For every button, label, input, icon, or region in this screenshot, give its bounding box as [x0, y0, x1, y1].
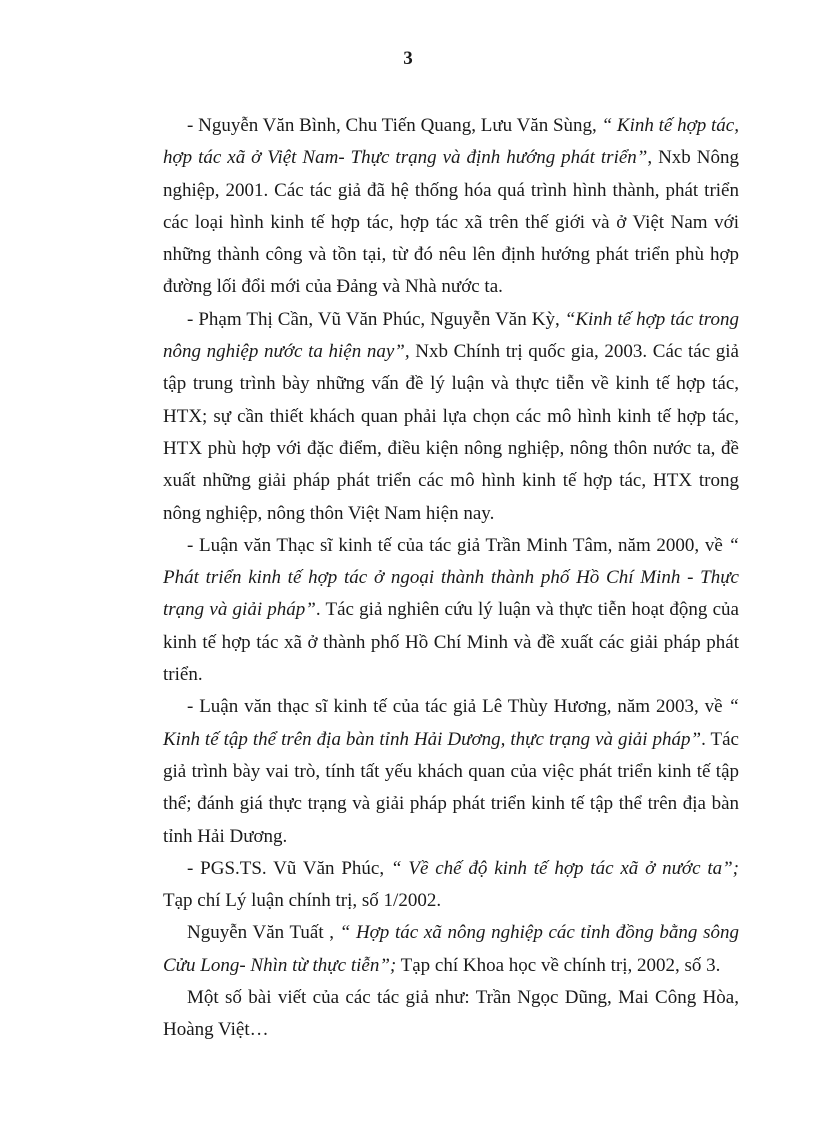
reference-title: “ Kinh tế hợp tác, hợp tác xã ở Việt Nam- Thực trạng và định hướng phát triển”	[163, 115, 739, 169]
reference-description: Nxb Chính trị quốc gia, 2003. Các tác giả tập trung trình bày những vấn đề lý luận và thực tiễn về kinh tế hợp tác, HTX; sự cần thiết khách quan phải lựa chọn các mô hình kinh tế hợp tác, HTX phù hợp với đặc điểm, điều kiện nông nghiệp, nông thôn nước ta, đề xuất những giải pháp phát triển các mô hình kinh tế hợp tác, HTX trong nông nghiệp, nông thôn Việt Nam hiện nay.	[163, 341, 739, 524]
reference-title: “ Phát triển kinh tế hợp tác ở ngoại thành thành phố Hồ Chí Minh - Thực trạng và giải pháp”	[163, 534, 739, 621]
closing-text: Một số bài viết của các tác giả như: Trần Ngọc Dũng, Mai Công Hòa, Hoàng Việt…	[163, 987, 739, 1041]
reference-authors: Nguyễn Văn Tuất ,	[187, 922, 340, 944]
reference-paragraph-4	[163, 691, 739, 852]
reference-authors: - PGS.TS. Vũ Văn Phúc,	[187, 857, 391, 879]
document-body	[163, 110, 739, 1047]
reference-paragraph-1	[163, 110, 739, 304]
reference-description: Tạp chí Khoa học về chính trị, 2002, số 3.	[396, 954, 721, 976]
reference-title: “Kinh tế hợp tác trong nông nghiệp nước ta hiện nay”,	[163, 308, 739, 363]
reference-title: “ Hợp tác xã nông nghiệp các tỉnh đồng bằng sông Cửu Long- Nhìn từ thực tiễn”;	[163, 922, 739, 976]
reference-authors: - Phạm Thị Cần, Vũ Văn Phúc, Nguyễn Văn Kỳ,	[187, 308, 565, 330]
reference-paragraph-3	[163, 530, 739, 691]
closing-paragraph	[163, 982, 739, 1047]
reference-description: Tạp chí Lý luận chính trị, số 1/2002.	[163, 890, 442, 912]
reference-paragraph-5	[163, 853, 739, 918]
reference-description: . Tác giả nghiên cứu lý luận và thực tiễn hoạt động của kinh tế hợp tác xã ở thành phố Hồ Chí Minh và đề xuất các giải pháp phát triển.	[163, 599, 739, 686]
reference-authors: - Luận văn thạc sĩ kinh tế của tác giả Lê Thùy Hương, năm 2003, về	[187, 696, 729, 718]
reference-authors: - Nguyễn Văn Bình, Chu Tiến Quang, Lưu Văn Sùng,	[187, 115, 602, 136]
reference-paragraph-6	[163, 917, 739, 982]
reference-title: “ Kinh tế tập thể trên địa bàn tỉnh Hải Dương, thực trạng và giải pháp”	[163, 696, 739, 750]
reference-description: , Nxb Nông nghiệp, 2001. Các tác giả đã hệ thống hóa quá trình hình thành, phát triển các loại hình kinh tế hợp tác, hợp tác xã trên thế giới và ở Việt Nam với những thành công và tồn tại, từ đó nêu lên định hướng phát triển phù hợp đường lối đổi mới của Đảng và Nhà nước ta.	[163, 147, 739, 298]
page-number: 3	[403, 48, 413, 69]
reference-authors: - Luận văn Thạc sĩ kinh tế của tác giả Trần Minh Tâm, năm 2000, về	[187, 534, 729, 556]
reference-title: “ Về chế độ kinh tế hợp tác xã ở nước ta”;	[390, 857, 740, 879]
reference-paragraph-2	[163, 304, 739, 530]
reference-description: . Tác giả trình bày vai trò, tính tất yếu khách quan của việc phát triển kinh tế tập thể; đánh giá thực trạng và giải pháp phát triển kinh tế tập thể trên địa bàn tỉnh Hải Dương.	[163, 728, 739, 847]
